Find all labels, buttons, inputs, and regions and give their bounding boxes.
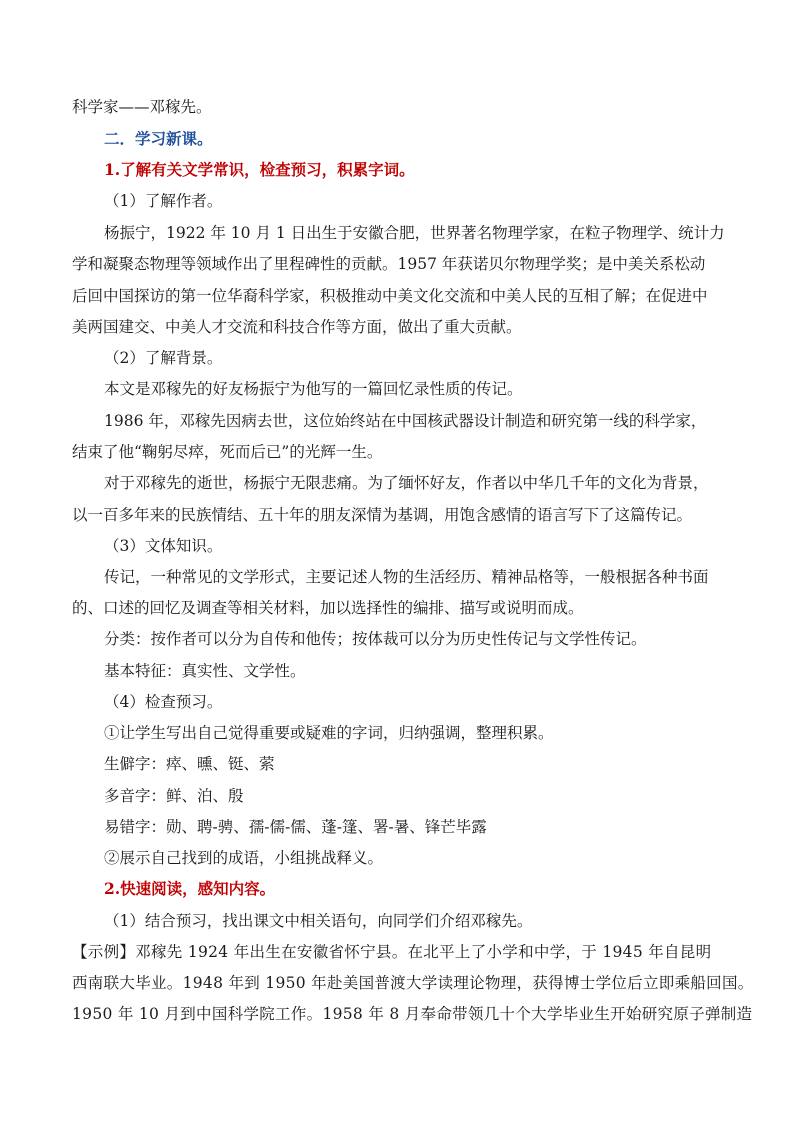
author-intro-line-1: 杨振宁，1922 年 10 月 1 日出生于安徽合肥，世界著名物理学家，在粒子物理学、统计力 <box>104 224 725 242</box>
author-intro-line-2: 学和凝聚态物理等领域作出了里程碑性的贡献。1957 年获诺贝尔物理学奖；是中美关系松动 <box>72 255 706 273</box>
subheading-quick-reading: 2.快速阅读，感知内容。 <box>104 879 276 898</box>
item-heading-preview: （4）检查预习。 <box>104 693 223 711</box>
example-line-3: 1950 年 10 月到中国科学院工作。1958 年 8 月奉命带领几十个大学毕业生开始研究原子弹制造 <box>72 1005 753 1023</box>
author-intro-line-4: 美两国建交、中美人才交流和科技合作等方面，做出了重大贡献。 <box>72 318 522 336</box>
error-prone-characters: 易错字：勋、聘-骋、孺-儒-儒、蓬-篷、署-暑、锋芒毕露 <box>104 818 487 836</box>
item-heading-author: （1）了解作者。 <box>104 192 223 210</box>
genre-features: 基本特征：真实性、文学性。 <box>104 662 306 680</box>
genre-classification: 分类：按作者可以分为自传和他传；按体裁可以分为历史性传记与文学性传记。 <box>104 630 647 648</box>
example-line-2: 西南联大毕业。1948 年到 1950 年赴美国普渡大学读理论物理，获得博士学位后立即乘船回国。 <box>72 974 754 992</box>
item-heading-genre: （3）文体知识。 <box>104 537 223 555</box>
background-line-2: 1986 年，邓稼先因病去世，这位始终站在中国核武器设计制造和研究第一线的科学家， <box>104 412 707 430</box>
background-line-3: 结束了他“鞠躬尽瘁，死而后已”的光辉一生。 <box>72 443 383 461</box>
rare-characters: 生僻字：瘁、曛、铤、萦 <box>104 755 275 773</box>
section-heading-new-lesson: 二．学习新课。 <box>104 129 213 148</box>
preview-task-2: ②展示自己找到的成语，小组挑战释义。 <box>104 849 384 867</box>
background-line-4: 对于邓稼先的逝世，杨振宁无限悲痛。为了缅怀好友，作者以中华几千年的文化为背景， <box>104 474 709 492</box>
paragraph-continuation: 科学家——邓稼先。 <box>72 98 212 116</box>
background-line-1: 本文是邓稼先的好友杨振宁为他写的一篇回忆录性质的传记。 <box>104 380 523 398</box>
author-intro-line-3: 后回中国探访的第一位华裔科学家，积极推动中美文化交流和中美人民的互相了解；在促进中 <box>72 287 708 305</box>
genre-line-2: 的、口述的回忆及调查等相关材料，加以选择性的编排、描写或说明而成。 <box>72 599 584 617</box>
polyphonic-characters: 多音字：鲜、泊、殷 <box>104 787 244 805</box>
genre-line-1: 传记，一种常见的文学形式，主要记述人物的生活经历、精神品格等，一般根据各种书面 <box>104 568 709 586</box>
reading-task-1: （1）结合预习，找出课文中相关语句，向同学们介绍邓稼先。 <box>104 912 533 930</box>
item-heading-background: （2）了解背景。 <box>104 349 223 367</box>
background-line-5: 以一百多年来的民族情结、五十年的朋友深情为基调，用饱含感情的语言写下了这篇传记。 <box>72 506 693 524</box>
preview-task-1: ①让学生写出自己觉得重要或疑难的字词，归纳强调，整理积累。 <box>104 724 554 742</box>
subheading-literary-knowledge: 1.了解有关文学常识，检查预习，积累字词。 <box>104 160 415 179</box>
example-line-1: 【示例】邓稼先 1924 年出生在安徽省怀宁县。在北平上了小学和中学，于 1945 年自昆明 <box>72 943 712 961</box>
